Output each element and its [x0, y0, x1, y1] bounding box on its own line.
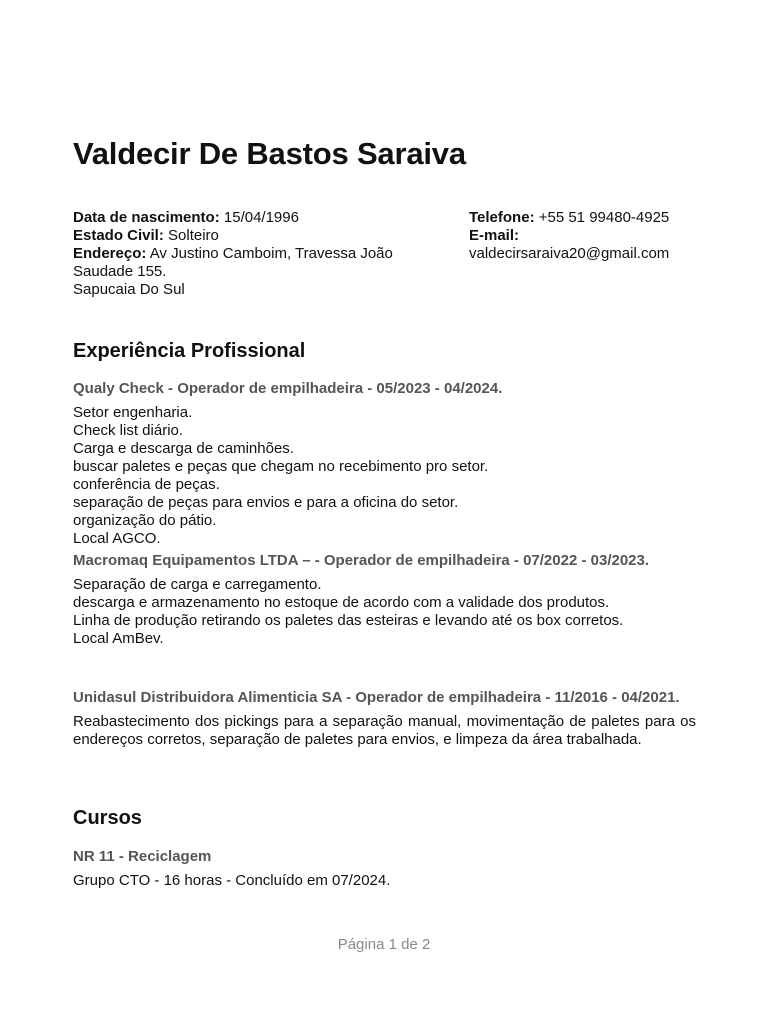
job-description	[73, 404, 696, 548]
birth-row	[73, 209, 413, 227]
address-label: Endereço:	[73, 245, 147, 262]
email-value[interactable]: valdecirsaraiva20@gmail.com	[469, 245, 670, 262]
page-number: Página 1 de 2	[337, 936, 431, 953]
phone-value: +55 51 99480-4925	[534, 209, 670, 226]
candidate-name: Valdecir De Bastos Saraiva	[73, 136, 466, 171]
phone-label: Telefone:	[469, 209, 535, 226]
experience-heading: Experiência Profissional	[73, 340, 306, 362]
civil-label: Estado Civil:	[73, 227, 164, 244]
job-line: Local AGCO.	[73, 530, 161, 547]
job-1	[73, 380, 696, 548]
job-line: Reabastecimento dos pickings para a separação manual, movimentação de paletes para os endereços corretos, separação de paletes para envios, e limpeza da área trabalhada.	[73, 713, 696, 748]
address-value: Av Justino Camboim, Travessa João Saudade 155.	[73, 245, 393, 280]
birth-value: 15/04/1996	[219, 209, 299, 226]
job-line: organização do pátio.	[73, 512, 217, 529]
job-line: buscar paletes e peças que chegam no recebimento pro setor.	[73, 458, 489, 475]
job-line: Check list diário.	[73, 422, 184, 439]
civil-value: Solteiro	[163, 227, 219, 244]
job-description	[73, 576, 696, 648]
job-line: Linha de produção retirando os paletes das esteiras e levando até os box corretos.	[73, 612, 624, 629]
job-description	[73, 713, 696, 749]
civil-row	[73, 227, 413, 245]
email-label: E-mail:	[469, 227, 520, 244]
job-line: Setor engenharia.	[73, 404, 193, 421]
courses-heading: Cursos	[73, 807, 142, 829]
course-title: NR 11 - Reciclagem	[73, 848, 212, 865]
job-title: Qualy Check - Operador de empilhadeira - 05/2023 - 04/2024.	[73, 380, 503, 397]
job-line: conferência de peças.	[73, 476, 220, 493]
personal-info-left	[73, 209, 413, 299]
job-title: Unidasul Distribuidora Alimenticia SA - Operador de empilhadeira - 11/2016 - 04/2021.	[73, 689, 680, 706]
job-line: Carga e descarga de caminhões.	[73, 440, 294, 457]
job-title: Macromaq Equipamentos LTDA – - Operador de empilhadeira - 07/2022 - 03/2023.	[73, 552, 650, 569]
city-row: Sapucaia Do Sul	[73, 281, 185, 298]
job-line: Separação de carga e carregamento.	[73, 576, 322, 593]
phone-row	[469, 209, 694, 227]
address-row	[73, 245, 413, 281]
personal-info-right	[469, 209, 694, 263]
birth-label: Data de nascimento:	[73, 209, 220, 226]
course-detail: Grupo CTO - 16 horas - Concluído em 07/2024.	[73, 872, 391, 889]
job-line: separação de peças para envios e para a oficina do setor.	[73, 494, 459, 511]
job-line: descarga e armazenamento no estoque de acordo com a validade dos produtos.	[73, 594, 610, 611]
job-2	[73, 552, 696, 648]
job-3	[73, 689, 696, 749]
job-line: Local AmBev.	[73, 630, 164, 647]
course-1	[73, 848, 696, 890]
